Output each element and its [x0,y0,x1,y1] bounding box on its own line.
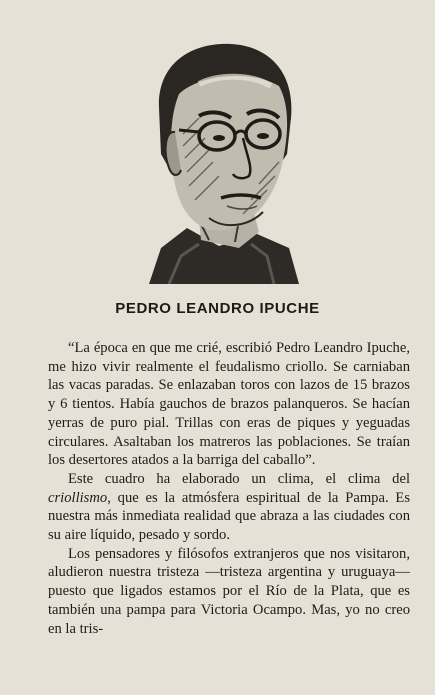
paragraph-3 [48,545,410,639]
text-run: , que es la atmósfera espiritual de la Pampa. Es nuestra más inmediata realidad que abraza a las ciudades con su aire líquido, pesado y sordo. [48,489,410,544]
text-run: Este cuadro ha elaborado un clima, el clima del [68,470,410,487]
italic-term: criollismo [48,489,108,506]
article-title: PEDRO LEANDRO IPUCHE [115,300,320,317]
paragraph-2 [48,470,410,545]
text-run: Los pensadores y filósofos extranjeros que nos visitaron, aludieron nuestra tristeza —tristeza argentina y uruguaya— puesto que ligados estamos por el Río de la Plata, que es también una pampa para Victoria Ocampo. Mas, yo no creo en la tris- [48,545,410,637]
text-run: “La época en que me crié, escribió Pedro Leandro Ipuche, me hizo vivir realmente el feudalismo criollo. Se carniaban las vacas paradas. Se enlazaban toros con lazos de 15 brazos y 6 tientos. Había gauchos de brazos palanqueros. Se hacían yerras de puro pial. Trillas con eras de piques y yeguadas circulares. Asaltaban los matreros las poblaciones. Se traían los desertores atados a la barriga del caballo”. [48,340,410,469]
portrait-illustration [139,34,307,284]
paragraph-1 [48,339,410,470]
article-body [48,339,410,638]
